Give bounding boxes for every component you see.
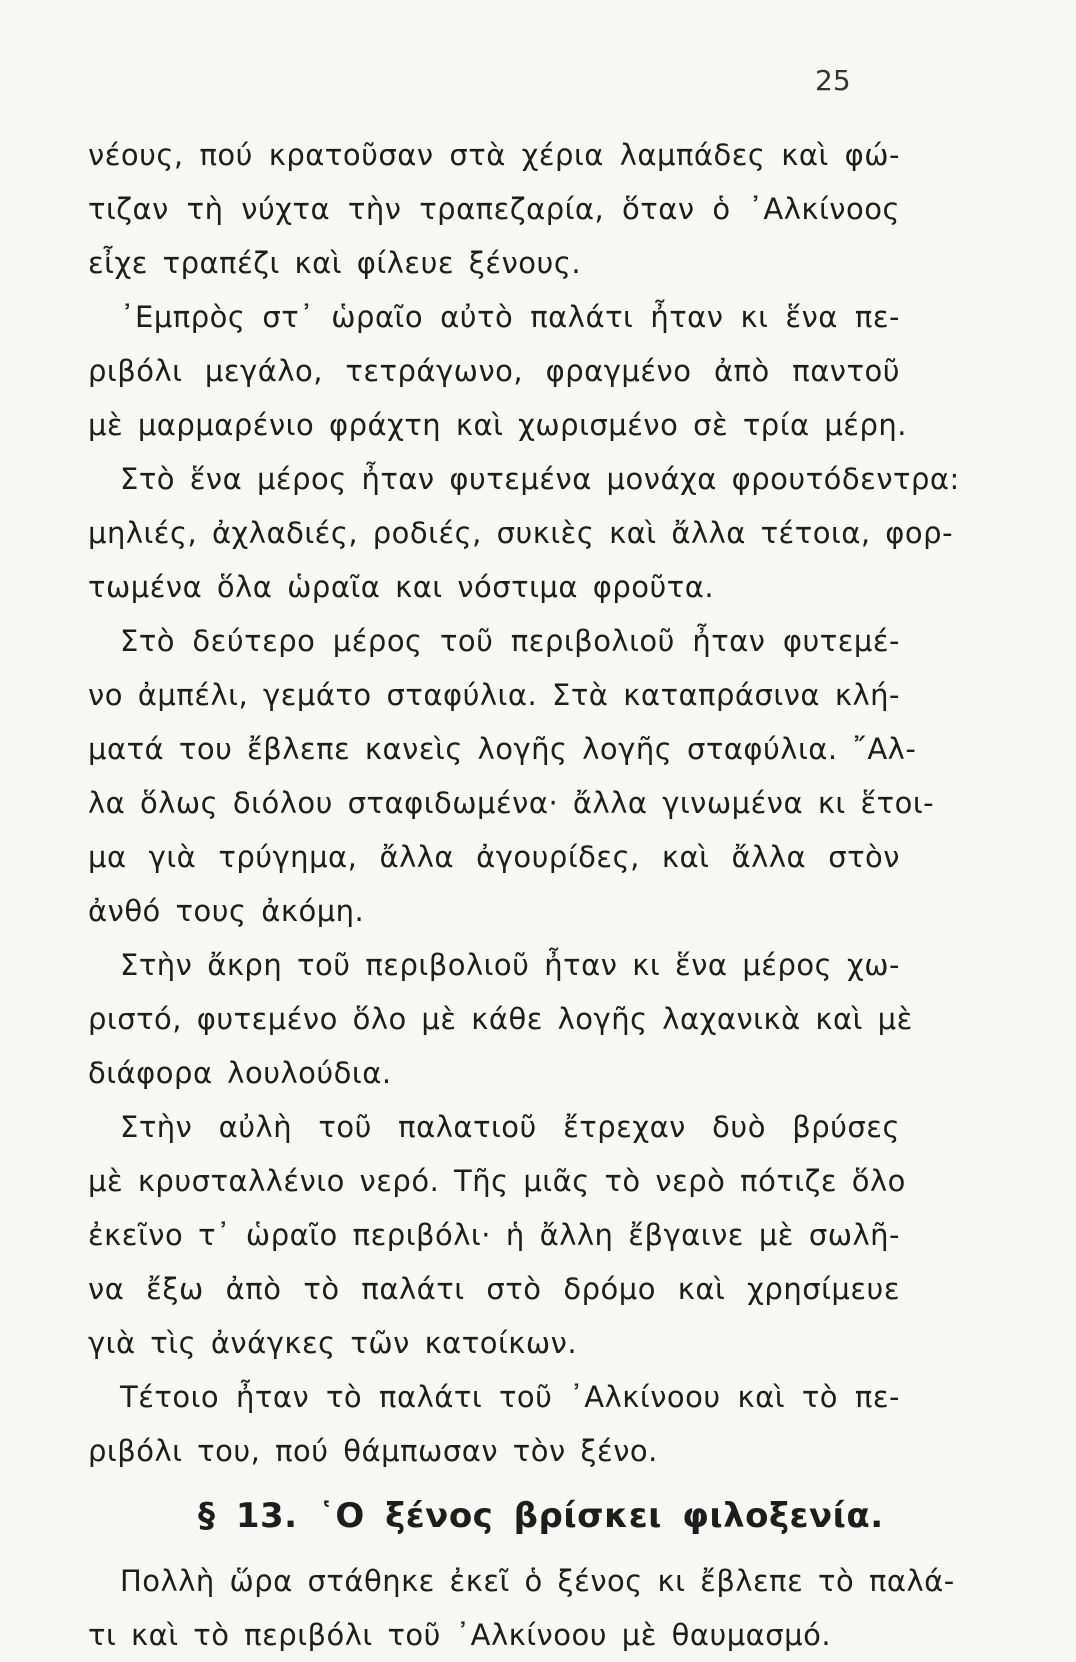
text-line: ριβόλι του, πού θάμπωσαν τὸν ξένο. (88, 1434, 658, 1468)
text-line: διάφορα λουλούδια. (88, 1056, 392, 1090)
text-line: να ἔξω ἀπὸ τὸ παλάτι στὸ δρόμο καὶ χρησίμευε (88, 1272, 900, 1306)
text-line: Τέτοιο ἦταν τὸ παλάτι τοῦ ᾿Αλκίνοου καὶ τὸ πε- (120, 1380, 900, 1414)
text-line: ἐκεῖνο τ᾿ ὡραῖο περιβόλι· ἡ ἄλλη ἔβγαινε μὲ σωλῆ- (88, 1218, 900, 1252)
text-line: μὲ μαρμαρένιο φράχτη καὶ χωρισμένο σὲ τρία μέρη. (88, 408, 907, 442)
text-line: ἀνθό τους ἀκόμη. (88, 894, 365, 928)
text-line: νέους, πού κρατοῦσαν στὰ χέρια λαμπάδες καὶ φώ- (88, 138, 900, 172)
body-text (88, 128, 960, 1662)
text-line: Στὴν αὐλὴ τοῦ παλατιοῦ ἔτρεχαν δυὸ βρύσες (120, 1110, 900, 1144)
text-line: Στὸ δεύτερο μέρος τοῦ περιβολιοῦ ἦταν φυτεμέ- (120, 624, 900, 658)
text-line: ριβόλι μεγάλο, τετράγωνο, φραγμένο ἀπὸ παντοῦ (88, 354, 900, 388)
text-line: γιὰ τὶς ἀνάγκες τῶν κατοίκων. (88, 1326, 578, 1360)
text-line: ματά του ἔβλεπε κανεὶς λογῆς λογῆς σταφύλια. ῎Αλ- (88, 732, 917, 766)
text-line: μὲ κρυσταλλένιο νερό. Τῆς μιᾶς τὸ νερὸ πότιζε ὅλο (88, 1164, 906, 1198)
section-heading-row (88, 1478, 900, 1554)
page-number: 25 (815, 64, 851, 97)
text-line: Στὸ ἕνα μέρος ἦταν φυτεμένα μονάχα φρουτόδεντρα: (120, 462, 960, 496)
text-line: τωμένα ὅλα ὡραῖα και νόστιμα φροῦτα. (88, 570, 715, 604)
text-line: Πολλὴ ὥρα στάθηκε ἐκεῖ ὁ ξένος κι ἔβλεπε τὸ παλά- (120, 1564, 955, 1598)
text-line: εἶχε τραπέζι καὶ φίλευε ξένους. (88, 246, 582, 280)
text-line: ᾿Εμπρὸς στ᾿ ὡραῖο αὐτὸ παλάτι ἦταν κι ἕνα πε- (120, 300, 900, 334)
text-line: λα ὅλως διόλου σταφιδωμένα· ἄλλα γινωμένα κι ἕτοι- (88, 786, 935, 820)
text-line: ριστό, φυτεμένο ὅλο μὲ κάθε λογῆς λαχανικὰ καὶ μὲ (88, 1002, 913, 1036)
text-line: μηλιές, ἀχλαδιές, ροδιές, συκιὲς καὶ ἄλλα τέτοια, φορ- (88, 516, 954, 550)
text-line: Στὴν ἄκρη τοῦ περιβολιοῦ ἦταν κι ἕνα μέρος χω- (120, 948, 900, 982)
text-line: τι καὶ τὸ περιβόλι τοῦ ᾿Αλκίνοου μὲ θαυμασμό. (88, 1618, 832, 1652)
text-line: μα γιὰ τρύγημα, ἄλλα ἀγουρίδες, καὶ ἄλλα στὸν (88, 840, 900, 874)
text-line: τιζαν τὴ νύχτα τὴν τραπεζαρία, ὅταν ὁ ᾿Αλκίνοος (88, 192, 900, 226)
section-heading: § 13. ῾Ο ξένος βρίσκει φιλοξενία. (198, 1496, 884, 1536)
text-line: νο ἀμπέλι, γεμάτο σταφύλια. Στὰ καταπράσινα κλή- (88, 678, 900, 712)
